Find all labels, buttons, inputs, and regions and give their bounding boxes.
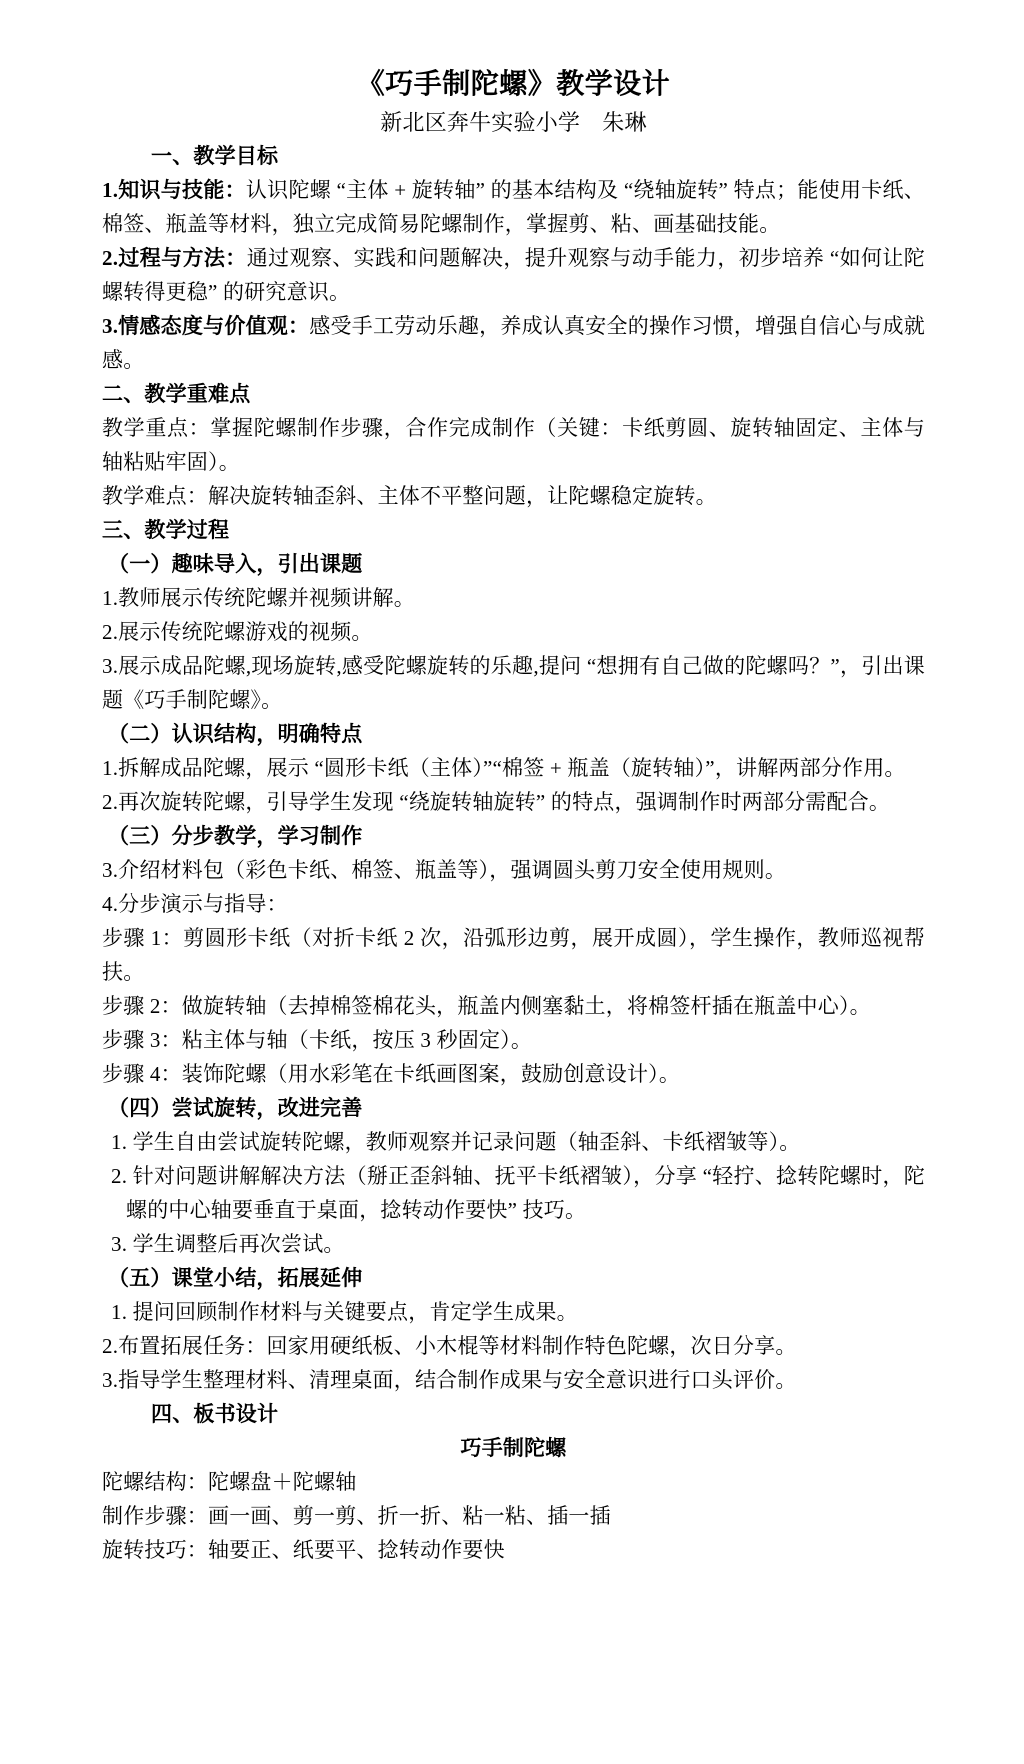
paragraph <box>102 1363 925 1397</box>
paragraph <box>102 1057 925 1091</box>
text-run: 3. 学生调整后再次尝试。 <box>111 1232 345 1256</box>
subsection-heading <box>102 819 925 853</box>
paragraph <box>102 887 925 921</box>
text-run: 3.情感态度与价值观： <box>102 314 310 338</box>
text-run: 4.分步演示与指导： <box>102 892 288 916</box>
text-run: 新北区奔牛实验小学 朱琳 <box>380 110 647 135</box>
paragraph <box>102 309 925 377</box>
paragraph <box>102 649 925 717</box>
text-run: 2.再次旋转陀螺，引导学生发现 “绕旋转轴旋转” 的特点，强调制作时两部分需配合。 <box>102 790 891 814</box>
paragraph <box>102 989 925 1023</box>
list-item <box>102 1295 925 1329</box>
text-run: 3.指导学生整理材料、清理桌面，结合制作成果与安全意识进行口头评价。 <box>102 1368 797 1392</box>
text-run: 3.介绍材料包（彩色卡纸、棉签、瓶盖等），强调圆头剪刀安全使用规则。 <box>102 858 787 882</box>
paragraph <box>102 411 925 479</box>
text-run: （一）趣味导入，引出课题 <box>108 552 363 576</box>
text-run: 制作步骤：画一画、剪一剪、折一折、粘一粘、插一插 <box>102 1504 611 1528</box>
list-item <box>102 1227 925 1261</box>
text-run: 步骤 4：装饰陀螺（用水彩笔在卡纸画图案，鼓励创意设计）。 <box>102 1062 681 1086</box>
text-run: 1.知识与技能： <box>102 178 246 202</box>
subsection-heading <box>102 1091 925 1125</box>
text-run: 四、板书设计 <box>151 1402 279 1426</box>
text-run: 2.布置拓展任务：回家用硬纸板、小木棍等材料制作特色陀螺，次日分享。 <box>102 1334 797 1358</box>
text-run: 旋转技巧：轴要正、纸要平、捻转动作要快 <box>102 1538 505 1562</box>
text-run: 通过观察、实践和问题解决，提升观察与动手能力，初步培养 “如何让陀螺转得更稳” 的研究意识。 <box>102 246 925 304</box>
text-run: 认识陀螺 “主体 + 旋转轴” 的基本结构及 “绕轴旋转” 特点；能使用卡纸、棉签、瓶盖等材料，独立完成简易陀螺制作，掌握剪、粘、画基础技能。 <box>102 178 925 236</box>
text-run: 1. 提问回顾制作材料与关键要点，肯定学生成果。 <box>111 1300 578 1324</box>
text-run: （三）分步教学，学习制作 <box>108 824 363 848</box>
paragraph <box>102 615 925 649</box>
text-run: （四）尝试旋转，改进完善 <box>108 1096 363 1120</box>
text-run: 感受手工劳动乐趣，养成认真安全的操作习惯，增强自信心与成就感。 <box>102 314 925 372</box>
text-run: 2. 针对问题讲解解决方法（掰正歪斜轴、抚平卡纸褶皱），分享 “轻拧、捻转陀螺时，陀螺的中心轴要垂直于桌面，捻转动作要快” 技巧。 <box>111 1164 925 1222</box>
text-run: 教学重点：掌握陀螺制作步骤，合作完成制作（关键：卡纸剪圆、旋转轴固定、主体与轴粘贴牢固）。 <box>102 416 925 474</box>
section-heading <box>102 1397 925 1431</box>
subsection-heading <box>102 717 925 751</box>
paragraph <box>102 1465 925 1499</box>
paragraph <box>102 479 925 513</box>
text-run: （二）认识结构，明确特点 <box>108 722 363 746</box>
paragraph <box>102 1499 925 1533</box>
text-run: 陀螺结构：陀螺盘＋陀螺轴 <box>102 1470 357 1494</box>
text-run: 二、教学重难点 <box>102 382 251 406</box>
text-run: 三、教学过程 <box>102 518 230 542</box>
section-heading <box>102 139 925 173</box>
text-run: 步骤 1：剪圆形卡纸（对折卡纸 2 次，沿弧形边剪，展开成圆），学生操作，教师巡视帮扶。 <box>102 926 925 984</box>
paragraph <box>102 241 925 309</box>
text-run: （五）课堂小结，拓展延伸 <box>108 1266 363 1290</box>
paragraph <box>102 1023 925 1057</box>
paragraph <box>102 1329 925 1363</box>
text-run: 步骤 3：粘主体与轴（卡纸，按压 3 秒固定）。 <box>102 1028 533 1052</box>
text-run: 巧手制陀螺 <box>460 1436 567 1460</box>
paragraph <box>102 921 925 989</box>
text-run: 3.展示成品陀螺,现场旋转,感受陀螺旋转的乐趣,提问 “想拥有自己做的陀螺吗？”，引出课题《巧手制陀螺》。 <box>102 654 925 712</box>
author-line <box>102 106 925 139</box>
section-heading <box>102 377 925 411</box>
text-run: 教学难点：解决旋转轴歪斜、主体不平整问题，让陀螺稳定旋转。 <box>102 484 717 508</box>
paragraph <box>102 1533 925 1567</box>
paragraph <box>102 581 925 615</box>
list-item <box>102 1159 925 1227</box>
paragraph <box>102 853 925 887</box>
text-run: 1. 学生自由尝试旋转陀螺，教师观察并记录问题（轴歪斜、卡纸褶皱等）。 <box>111 1130 801 1154</box>
text-run: 2.展示传统陀螺游戏的视频。 <box>102 620 373 644</box>
text-run: 《巧手制陀螺》教学设计 <box>356 69 671 100</box>
page-title <box>102 64 925 106</box>
subsection-heading <box>102 547 925 581</box>
section-heading <box>102 513 925 547</box>
board-title <box>102 1431 925 1465</box>
paragraph <box>102 785 925 819</box>
paragraph <box>102 173 925 241</box>
text-run: 一、教学目标 <box>151 144 279 168</box>
document-body <box>102 64 925 1567</box>
text-run: 1.教师展示传统陀螺并视频讲解。 <box>102 586 415 610</box>
text-run: 2.过程与方法： <box>102 246 247 270</box>
list-item <box>102 1125 925 1159</box>
text-run: 1.拆解成品陀螺，展示 “圆形卡纸（主体）”“棉签 + 瓶盖（旋转轴）”，讲解两部分作用。 <box>102 756 906 780</box>
subsection-heading <box>102 1261 925 1295</box>
text-run: 步骤 2：做旋转轴（去掉棉签棉花头，瓶盖内侧塞黏土，将棉签杆插在瓶盖中心）。 <box>102 994 871 1018</box>
paragraph <box>102 751 925 785</box>
